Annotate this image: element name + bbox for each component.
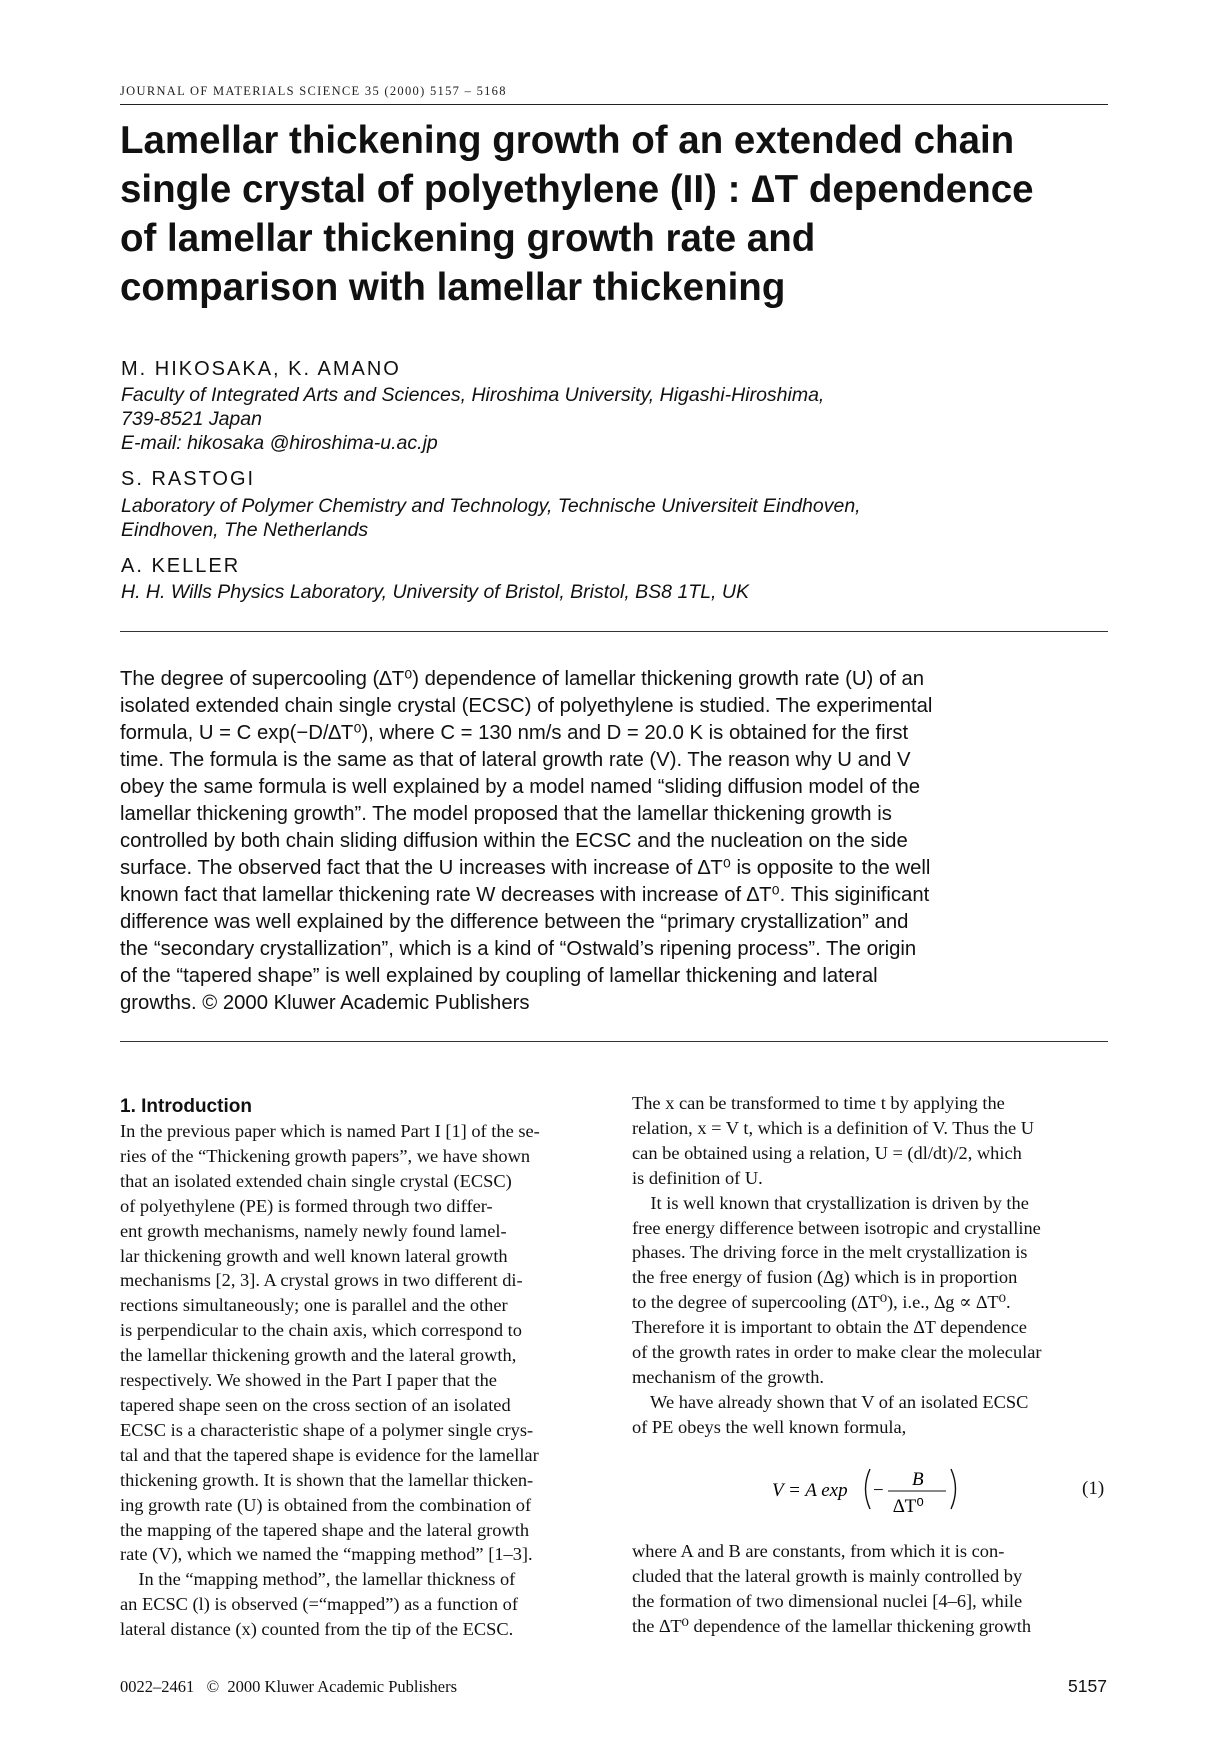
body-line: ing growth rate (U) is obtained from the combination of xyxy=(120,1494,532,1515)
body-line: In the “mapping method”, the lamellar thickness of xyxy=(120,1569,516,1590)
abstract-line: time. The formula is the same as that of lateral growth rate (V). The reason why U and V xyxy=(120,749,911,771)
body-line: an ECSC (l) is observed (=“mapped”) as a function of xyxy=(120,1594,518,1615)
right-column xyxy=(632,1091,1108,1440)
body-line: is perpendicular to the chain axis, which correspond to xyxy=(120,1320,522,1341)
abstract-line: obey the same formula is well explained by a model named “sliding diffusion model of the xyxy=(120,776,921,798)
abstract xyxy=(120,666,1115,1017)
body-line: thickening growth. It is shown that the lamellar thicken- xyxy=(120,1469,534,1490)
body-line: Therefore it is important to obtain the ∆T dependence xyxy=(632,1317,1027,1338)
section-heading: 1. Introduction xyxy=(120,1096,252,1117)
equation-denominator: ∆T⁰ xyxy=(893,1496,924,1517)
right-column-continued xyxy=(632,1539,1108,1639)
body-line: cluded that the lateral growth is mainly controlled by xyxy=(632,1565,1023,1586)
body-line: that an isolated extended chain single crystal (ECSC) xyxy=(120,1170,512,1191)
affiliation-line: H. H. Wills Physics Laboratory, University of Bristol, Bristol, BS8 1TL, UK xyxy=(121,581,749,603)
body-line: ECSC is a characteristic shape of a polymer single crys- xyxy=(120,1419,534,1440)
affiliation-line: Eindhoven, The Netherlands xyxy=(121,519,369,541)
right-paren xyxy=(951,1469,956,1509)
body-line: the formation of two dimensional nuclei [4–6], while xyxy=(632,1590,1023,1611)
body-line: free energy difference between isotropic and crystalline xyxy=(632,1217,1041,1238)
body-line: tal and that the tapered shape is evidence for the lamellar xyxy=(120,1444,539,1465)
title-line: comparison with lamellar thickening xyxy=(120,266,786,309)
abstract-line: known fact that lamellar thickening rate W decreases with increase of ∆T⁰. This siginificant xyxy=(120,884,930,906)
section-rule xyxy=(120,1041,1108,1042)
body-line: is definition of U. xyxy=(632,1167,763,1188)
body-line: phases. The driving force in the melt crystallization is xyxy=(632,1242,1028,1263)
body-line: We have already shown that V of an isolated ECSC xyxy=(632,1391,1029,1412)
abstract-line: of the “tapered shape” is well explained by coupling of lamellar thickening and lateral xyxy=(120,965,878,987)
affiliation-line: Laboratory of Polymer Chemistry and Technology, Technische Universiteit Eindhoven, xyxy=(121,495,861,517)
body-line: It is well known that crystallization is driven by the xyxy=(632,1192,1029,1213)
body-line: relation, x = V t, which is a definition of V. Thus the U xyxy=(632,1117,1034,1138)
body-line: mechanisms [2, 3]. A crystal grows in two different di- xyxy=(120,1270,523,1291)
abstract-line: formula, U = C exp(−D/∆T⁰), where C = 130 nm/s and D = 20.0 K is obtained for the first xyxy=(120,722,909,744)
body-line: ent growth mechanisms, namely newly found lamel- xyxy=(120,1220,507,1241)
body-line: to the degree of supercooling (∆T⁰), i.e., ∆g ∝ ∆T⁰. xyxy=(632,1292,1011,1313)
body-line: mechanism of the growth. xyxy=(632,1366,825,1387)
title-line: Lamellar thickening growth of an extended chain xyxy=(120,119,1015,162)
abstract-line: the “secondary crystallization”, which is a kind of “Ostwald’s ripening process”. The origin xyxy=(120,938,917,960)
body-line: lar thickening growth and well known lateral growth xyxy=(120,1245,508,1266)
body-line: the free energy of fusion (∆g) which is in proportion xyxy=(632,1267,1018,1288)
body-line: of PE obeys the well known formula, xyxy=(632,1416,907,1437)
equation-1 xyxy=(772,1459,1112,1519)
body-line: the mapping of the tapered shape and the lateral growth xyxy=(120,1519,530,1540)
journal-header: JOURNAL OF MATERIALS SCIENCE 35 (2000) 5157 – 5168 xyxy=(120,84,507,98)
abstract-line: difference was well explained by the difference between the “primary crystallization” and xyxy=(120,911,909,933)
equation-numerator: B xyxy=(912,1469,924,1490)
body-line: of the growth rates in order to make clear the molecular xyxy=(632,1342,1042,1363)
body-line: where A and B are constants, from which it is con- xyxy=(632,1541,1005,1561)
body-line: The x can be transformed to time t by applying the xyxy=(632,1093,1005,1113)
title-line: single crystal of polyethylene (II) : ∆T dependence xyxy=(120,168,1034,211)
author-names: S. RASTOGI xyxy=(121,468,256,490)
abstract-line: growths. © 2000 Kluwer Academic Publishers xyxy=(120,992,530,1014)
paper-title xyxy=(120,116,1120,312)
footer-copyright: 0022–2461 © 2000 Kluwer Academic Publishers xyxy=(120,1677,457,1696)
equation-number: (1) xyxy=(1082,1478,1105,1499)
body-line: rate (V), which we named the “mapping method” [1–3]. xyxy=(120,1544,533,1565)
affiliation-line: Faculty of Integrated Arts and Sciences, Hiroshima University, Higashi-Hiroshima, xyxy=(121,384,825,406)
author-names: A. KELLER xyxy=(121,555,241,577)
body-line: In the previous paper which is named Part I [1] of the se- xyxy=(120,1121,540,1141)
body-line: rections simultaneously; one is parallel and the other xyxy=(120,1295,508,1316)
abstract-line: controlled by both chain sliding diffusion within the ECSC and the nucleation on the side xyxy=(120,830,908,852)
equation-minus: − xyxy=(873,1480,884,1501)
abstract-line: isolated extended chain single crystal (ECSC) of polyethylene is studied. The experimental xyxy=(120,695,933,717)
author-names: M. HIKOSAKA, K. AMANO xyxy=(121,358,401,380)
abstract-line: lamellar thickening growth”. The model proposed that the lamellar thickening growth is xyxy=(120,803,892,825)
affiliation-line: 739-8521 Japan xyxy=(121,408,262,430)
body-line: can be obtained using a relation, U = (dl/dt)/2, which xyxy=(632,1142,1022,1163)
title-line: of lamellar thickening growth rate and xyxy=(120,217,816,260)
body-line: the ∆T⁰ dependence of the lamellar thickening growth xyxy=(632,1615,1032,1636)
left-paren xyxy=(866,1469,871,1509)
body-line: tapered shape seen on the cross section of an isolated xyxy=(120,1394,511,1415)
body-line: of polyethylene (PE) is formed through two differ- xyxy=(120,1195,493,1216)
body-line: the lamellar thickening growth and the lateral growth, xyxy=(120,1345,517,1366)
body-line: lateral distance (x) counted from the tip of the ECSC. xyxy=(120,1619,514,1640)
body-line: ries of the “Thickening growth papers”, we have shown xyxy=(120,1145,531,1166)
body-line: respectively. We showed in the Part I paper that the xyxy=(120,1370,497,1391)
header-rule xyxy=(120,104,1108,105)
page-number: 5157 xyxy=(1068,1676,1107,1696)
author-email: E-mail: hikosaka @hiroshima-u.ac.jp xyxy=(121,432,438,454)
equation-lhs: V = A exp xyxy=(772,1480,848,1501)
abstract-line: surface. The observed fact that the U increases with increase of ∆T⁰ is opposite to the well xyxy=(120,857,931,879)
left-column xyxy=(120,1095,596,1642)
section-rule xyxy=(120,631,1108,632)
abstract-line: The degree of supercooling (∆T⁰) dependence of lamellar thickening growth rate (U) of an xyxy=(120,668,925,690)
